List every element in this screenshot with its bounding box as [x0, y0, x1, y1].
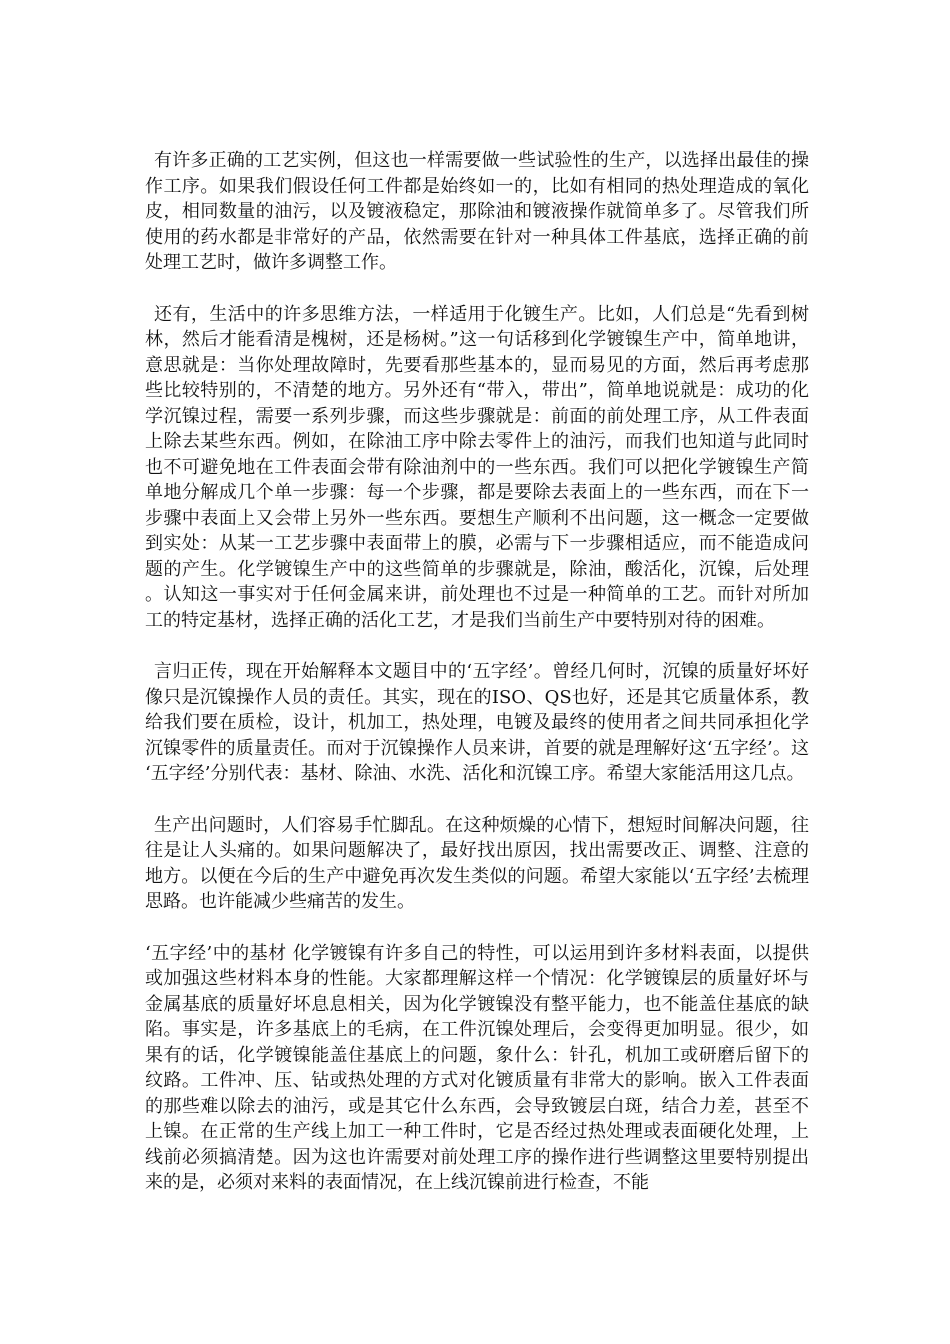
document-page — [145, 148, 809, 1222]
paragraph-process-examples: 有许多正确的工艺实例，但这也一样需要做一些试验性的生产，以选择出最佳的操作工序。如果我们假设任何工件都是始终如一的，比如有相同的热处理造成的氧化皮，相同数量的油污，以及镀液稳定，那除油和镀液操作就简单多了。尽管我们所使用的药水都是非常好的产品，依然需要在针对一种具体工件基底，选择正确的前处理工艺时，做许多调整工作。 — [145, 150, 809, 273]
paragraph-substrate: ‘五字经’中的基材 化学镀镍有许多自己的特性，可以运用到许多材料表面，以提供或加强这些材料本身的性能。大家都理解这样一个情况：化学镀镍层的质量好坏与金属基底的质量好坏息息相关，因为化学镀镍没有整平能力，也不能盖住基底的缺陷。事实是，许多基底上的毛病，在工件沉镍处理后，会变得更加明显。很少，如果有的话，化学镀镍能盖住基底上的问题，象什么：针孔，机加工或研磨后留下的纹路。工件冲、压、钻或热处理的方式对化镀质量有非常大的影响。嵌入工件表面的那些难以除去的油污，或是其它什么东西，会导致镀层白斑，结合力差，甚至不上镍。在正常的生产线上加工一种工件时，它是否经过热处理或表面硬化处理，上线前必须搞清楚。因为这也许需要对前处理工序的操作进行些调整这里要特别提出来的是，必须对来料的表面情况，在上线沉镍前进行检查，不能 — [145, 942, 809, 1193]
paragraph-five-word-sutra-intro: 言归正传，现在开始解释本文题目中的‘五字经’。曾经几何时，沉镍的质量好坏好像只是沉镍操作人员的责任。其实，现在的ISO、QS也好，还是其它质量体系，教给我们要在质检，设计，机加工，热处理，电镀及最终的使用者之间共同承担化学沉镍零件的质量责任。而对于沉镍操作人员来讲，首要的就是理解好这‘五字经’。这‘五字经’分别代表：基材、除油、水洗、活化和沉镍工序。希望大家能活用这几点。 — [145, 661, 809, 784]
paragraph-thinking-methods: 还有，生活中的许多思维方法，一样适用于化镀生产。比如，人们总是“先看到树林，然后才能看清是槐树，还是杨树。”这一句话移到化学镀镍生产中，简单地讲，意思就是：当你处理故障时，先要看那些基本的，显而易见的方面，然后再考虑那些比较特别的，不清楚的地方。另外还有“带入，带出”，简单地说就是：成功的化学沉镍过程，需要一系列步骤，而这些步骤就是：前面的前处理工序，从工件表面上除去某些东西。例如，在除油工序中除去零件上的油污，而我们也知道与此同时也不可避免地在工件表面会带有除油剂中的一些东西。我们可以把化学镀镍生产简单地分解成几个单一步骤：每一个步骤，都是要除去表面上的一些东西，而在下一步骤中表面上又会带上另外一些东西。要想生产顺利不出问题，这一概念一定要做到实处：从某一工艺步骤中表面带上的膜，必需与下一步骤相适应，而不能造成问题的产生。化学镀镍生产中的这些简单的步骤就是，除油，酸活化，沉镍，后处理。认知这一事实对于任何金属来讲，前处理也不过是一种简单的工艺。而针对所加工的特定基材，选择正确的活化工艺，才是我们当前生产中要特别对待的困难。 — [145, 303, 809, 631]
paragraph-production-problems: 生产出问题时，人们容易手忙脚乱。在这种烦燥的心情下，想短时间解决问题，往往是让人头痛的。如果问题解决了，最好找出原因，找出需要改正、调整、注意的地方。以便在今后的生产中避免再次发生类似的问题。希望大家能以‘五字经’去梳理思路。也许能减少些痛苦的发生。 — [145, 814, 809, 912]
